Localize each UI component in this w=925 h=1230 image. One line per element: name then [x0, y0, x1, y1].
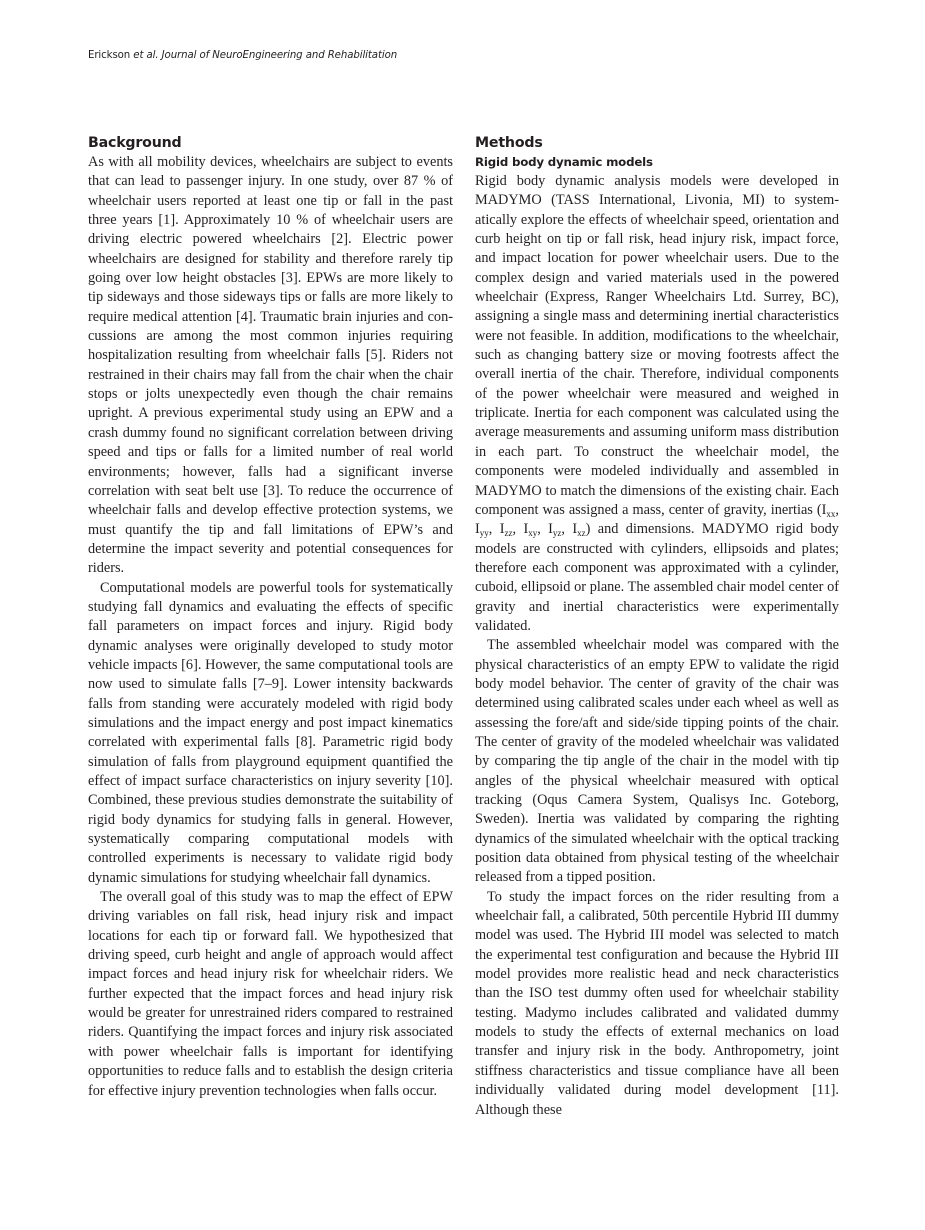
- running-head-etal: et al.: [133, 50, 159, 61]
- methods-paragraph-1-text-b: ) and dimensions. MADYMO rigid body models are constructed with cylinders, ellipsoids and plates; therefore each component was approximated with a cylinder, cuboid, ellipsoid or plane. The assembled chair model center of gravity and inertial characteristics were experimentally validated.: [475, 521, 839, 634]
- inertia-term-yy: $I_{yy}$: [475, 521, 489, 539]
- background-paragraph-2: Computational models are powerful tools for systematically studying fall dynamics and evaluating the effects of specific fall parameters on impact forces and injury. Rigid body dynamic analyses were originally developed to study motor vehicle impacts [6]. However, the same computational tools are now used to simulate falls [7–9]. Lower intensity backwards falls from standing were accurately modeled with rigid body simulations and the impact energy and post impact kinematics correlated with experimental falls [8]. Parametric rigid body simulation of falls from playground equipment quantified the effect of impact surface characteristics on injury severity [10]. Combined, these previous studies demonstrate the suitability of rigid body dynamics for studying falls in general. However, systematically comparing computational models with controlled experiments is necessary to validate rigid body dynamic simulations for studying wheelchair fall dynamics.: [88, 579, 453, 886]
- right-column: [475, 134, 839, 1120]
- inertia-term-yz: $I_{yz}$: [548, 521, 562, 539]
- background-paragraph-3: The overall goal of this study was to map the effect of EPW driving variables on fall risk, head injury risk and impact locations for each tip or forward fall. We hypothesized that driving speed, curb height and angle of approach would affect impact forces and head injury risk for wheelchair riders. We further expected that the impact forces and head injury risk would be greater for unrestrained riders compared to restrained riders. Quantifying the impact forces and injury risk associated with power wheelchair falls is important for identifying opportunities to reduce falls and to establish the design criteria for effective injury prevention technologies when falls occur.: [88, 889, 453, 1099]
- methods-paragraph-2: The assembled wheelchair model was compared with the physical characteristics of an empty EPW to validate the rigid body model behavior. The center of gravity of the chair was determined using calibrated scales under each wheel as well as assessing the fore/aft and side/side tipping points of the chair. The center of gravity of the modeled wheelchair was validated by comparing the tip angle of the chair in the model with tip angles of the physical wheelchair measured with optical tracking (Oqus Camera System, Qualisys Inc. Goteborg, Sweden). Inertia was validated by comparing the righting dynamics of the simulated wheelchair with the optical tracking position data obtained from physical testing of the wheelchair released from a tipped position.: [475, 637, 839, 886]
- left-column: [88, 134, 453, 1101]
- running-head: [88, 50, 397, 61]
- background-paragraph-1: As with all mobility devices, wheelchairs are subject to events that can lead to passenger injury. In one study, over 87 % of wheelchair users reported at least one tip or fall in the past three years [1]. Approximately 10 % of wheelchair users are driving electric powered wheelchairs [2]. Electric power wheelchairs are designed for stability and therefore rarely tip going over low height obstacles [3]. EPWs are more likely to tip sideways and those sideways tips or falls are more likely to require medical attention [4]. Traumatic brain injuries and concussions are among the most common injuries requiring hospitalization resulting from wheelchair falls [5]. Riders not restrained in their chairs may fall from the chair when the chair stops or jolts unexpectedly even though the chair remains upright. A previous experimental study using an EPW and a crash dummy found no significant correlation between driving speed and tips or falls for a limited number of real world environments; however, falls had a significant inverse correlation with seat belt use [3]. To reduce the occurrence of wheelchair falls and develop effective protection systems, we must quantify the tip and fall limitations of EPW’s and determine the impact severity and potential consequences for riders.: [88, 154, 453, 577]
- inertia-term-xz: $I_{xz}$: [572, 521, 586, 539]
- background-heading: Background: [88, 135, 182, 151]
- running-head-journal: Journal of NeuroEngineering and Rehabilitation: [158, 50, 398, 61]
- methods-heading: Methods: [475, 135, 543, 151]
- rigid-body-subheading: Rigid body dynamic models: [475, 155, 653, 169]
- methods-paragraph-3: To study the impact forces on the rider resulting from a wheelchair fall, a calibrated, 50th percentile Hybrid III dummy model was used. The Hybrid III model was selected to match the experimental test configuration and because the Hybrid III model provides more realistic head and neck characteristics than the ISO test dummy often used for wheelchair stability testing. Madymo includes calibrated and validated dummy models to study the effects of external mechanics on load transfer and injury risk in the body. Anthropometry, joint stiffness characteristics and tissue compliance have all been individually validated during model development [11]. Although these: [475, 888, 839, 1118]
- methods-paragraph-1-text-a: Rigid body dynamic analysis models were developed in MADYMO (TASS International, Livonia, MI) to systematically explore the effects of wheelchair speed, orientation and curb height on tip or fall risk, head injury risk, impact force, and impact location for power wheelchair users. Due to the complex design and varied materials used in the powered wheelchair (Express, Ranger Wheelchairs Ltd. Surrey, BC), assigning a single mass and determining inertial characteristics were not feasible. In addition, modifications to the wheelchair, such as changing battery size or moving footrests affect the overall inertia of the chair. Therefore, individual components of the power wheelchair were measured and weighed in triplicate. Inertia for each component was calculated using the average measurements and assuming uniform mass distribution in each part. To construct the wheelchair model, the components were modeled individually and assembled in MADYMO to match the dimensions of the existing chair. Each component was assigned a mass, center of gravity, inertias (: [475, 173, 839, 518]
- running-head-authors: Erickson: [88, 50, 134, 61]
- inertia-term-xx: $I_{xx}$: [821, 501, 836, 519]
- inertia-term-zz: $I_{zz}$: [499, 521, 513, 539]
- inertia-term-xy: $I_{xy}$: [523, 521, 538, 539]
- methods-paragraph-1: Rigid body dynamic analysis models were developed in MADYMO (TASS International, Livonia, MI) to systematically explore the effects of wheelchair speed, orientation and curb height on tip or fall risk, head injury risk, impact force, and impact location for power wheelchair users. Due to the complex design and varied materials used in the powered wheelchair (Express, Ranger Wheelchairs Ltd. Surrey, BC), assigning a single mass and determining inertial characteristics were not feasible. In addition, modifications to the wheelchair, such as changing battery size or moving footrests affect the overall inertia of the chair. Therefore, individual components of the power wheelchair were measured and weighed in triplicate. Inertia for each component was calculated using the average measurements and assuming uniform mass distribution in each part. To construct the wheelchair model, the components were modeled individually and assembled in MADYMO to match the dimensions of the existing chair. Each component was assigned a mass, center of gravity, inertias ($I_{xx}$, $I_{yy}$, $I_{zz}$, $I_{xy}$, $I_{yz}$, $I_{xz}$) and dimensions. MADYMO rigid body models are constructed with cylinders, ellipsoids and plates; therefore each component was approximated with a cylinder, cuboid, ellipsoid or plane. The assembled chair model center of gravity and inertial characteristics were experimentally validated.: [475, 173, 839, 634]
